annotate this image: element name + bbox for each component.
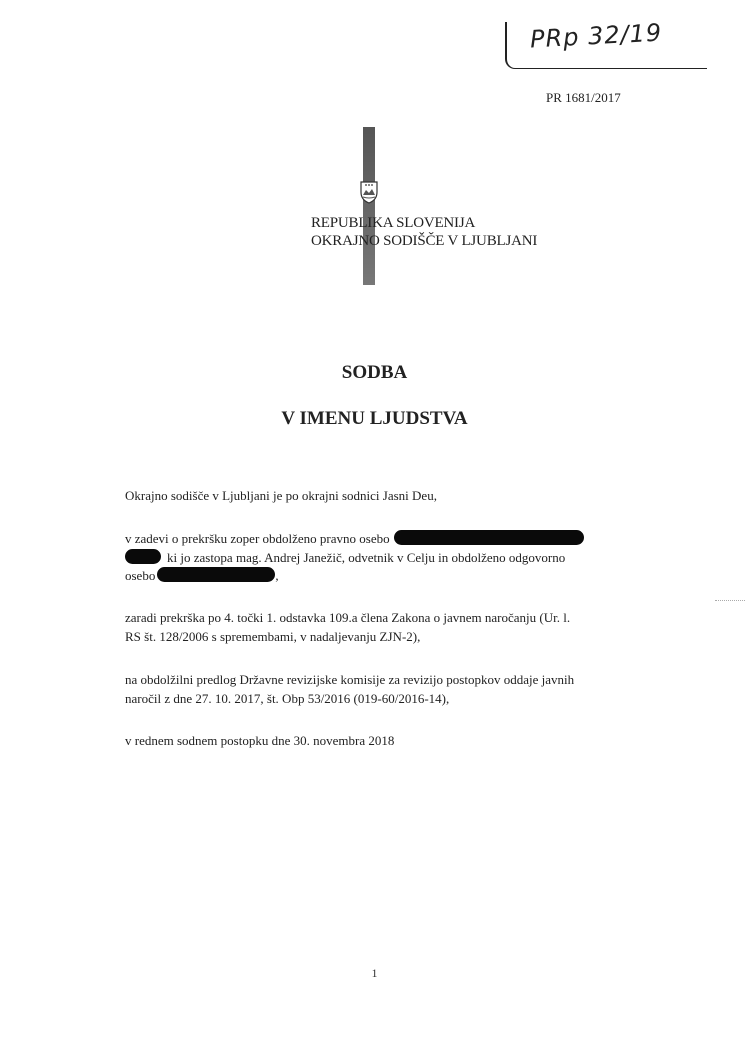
document-title: SODBA (341, 362, 408, 383)
scan-margin-mark (715, 600, 745, 605)
court-name (311, 214, 537, 250)
court-name-line2: OKRAJNO SODIŠČE V LJUBLJANI (311, 233, 538, 249)
defendants-line3-end: , (275, 568, 279, 583)
redaction-block (394, 530, 584, 545)
defendants-line1: v zadevi o prekršku zoper obdolženo pravno osebo (125, 531, 390, 546)
court-name-line1: REPUBLIKA SLOVENIJA (311, 215, 476, 231)
defendants-line2: ki jo zastopa mag. Andrej Janežič, odvetnik v Celju in obdolženo odgovorno (167, 549, 566, 565)
court-emblem-bar (363, 127, 375, 285)
proposal-line2: naročil z dne 27. 10. 2017, št. Obp 53/2016 (019-60/2016-14), (125, 690, 450, 706)
offence-line1: zaradi prekrška po 4. točki 1. odstavka 109.a člena Zakona o javnem naročanju (Ur. l. (125, 610, 571, 625)
paragraph-offence (125, 609, 622, 646)
offence-line2: RS št. 128/2006 s spremembami, v nadaljevanju ZJN-2), (125, 628, 421, 644)
page-number: 1 (371, 966, 378, 980)
paragraph-judge: Okrajno sodišče v Ljubljani je po okrajni sodnici Jasni Deu, (125, 488, 437, 503)
handwritten-stamp: PRp 32/19 (529, 18, 663, 54)
document-subtitle: V IMENU LJUDSTVA (281, 408, 468, 429)
paragraph-proposal (125, 671, 622, 708)
proposal-line1: na obdolžilni predlog Državne revizijske komisije za revizijo postopkov oddaje javnih (125, 672, 575, 687)
redaction-block (125, 549, 161, 564)
redaction-block (157, 567, 275, 582)
paragraph-defendants (125, 530, 622, 586)
case-reference: PR 1681/2017 (546, 90, 621, 105)
paragraph-procedure: v rednem sodnem postopku dne 30. novembra 2018 (125, 733, 395, 748)
coat-of-arms-icon (359, 180, 379, 204)
defendants-line3: osebo (125, 568, 156, 583)
